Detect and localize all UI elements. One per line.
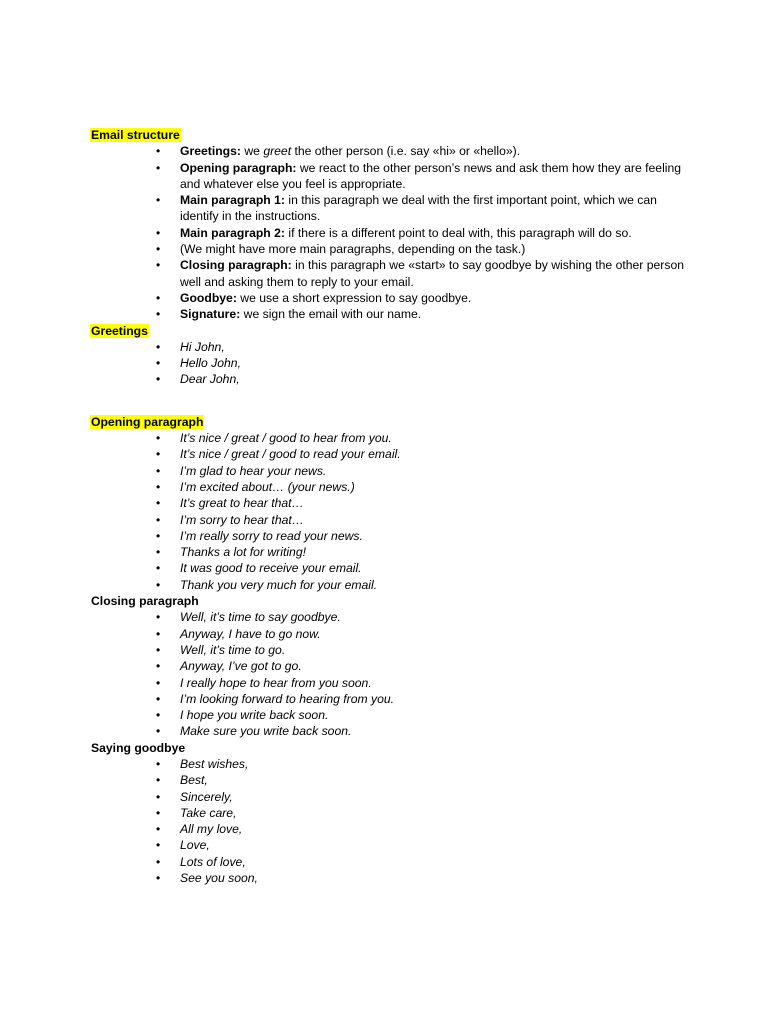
list-opening-paragraph xyxy=(90,430,690,593)
bullet-icon: • xyxy=(156,675,161,690)
list-item: • Anyway, I’ve got to go. xyxy=(156,659,302,674)
bullet-icon: • xyxy=(156,545,161,560)
list-item: • I’m excited about… (your news.) xyxy=(156,479,355,494)
list-item: • See you soon, xyxy=(156,871,258,886)
heading-closing-paragraph: Closing paragraph xyxy=(91,594,199,609)
bullet-icon: • xyxy=(156,659,161,674)
list-item: • Sincerely, xyxy=(156,789,233,804)
list-item: • Thank you very much for your email. xyxy=(156,577,378,592)
bullet-icon: • xyxy=(156,642,161,657)
list-item: • I’m glad to hear your news. xyxy=(156,463,327,478)
list-email-structure xyxy=(90,143,690,322)
bullet-icon: • xyxy=(156,691,161,706)
list-closing-paragraph xyxy=(90,609,690,739)
bullet-icon: • xyxy=(156,756,161,771)
list-item: • I’m sorry to hear that… xyxy=(156,512,304,527)
heading-saying-goodbye: Saying goodbye xyxy=(91,740,186,755)
bullet-icon: • xyxy=(156,708,161,723)
list-item: • Opening paragraph: we react to the other person’s news and ask them how they are feeling and whatever else you feel is appropriate. xyxy=(156,160,682,191)
bullet-icon: • xyxy=(156,372,161,387)
list-greetings xyxy=(90,339,690,388)
heading-greetings: Greetings xyxy=(91,323,148,338)
list-item: • It’s great to hear that… xyxy=(156,496,304,511)
list-item: • Well, it’s time to say goodbye. xyxy=(156,610,341,625)
bullet-icon: • xyxy=(156,307,161,322)
bullet-icon: • xyxy=(156,479,161,494)
list-item: • Best wishes, xyxy=(156,756,249,771)
bullet-icon: • xyxy=(156,242,161,257)
bullet-icon: • xyxy=(156,789,161,804)
heading-opening-paragraph: Opening paragraph xyxy=(91,414,204,429)
bullet-icon: • xyxy=(156,463,161,478)
list-item: • Dear John, xyxy=(156,372,240,387)
bullet-icon: • xyxy=(156,496,161,511)
bullet-icon: • xyxy=(156,854,161,869)
bullet-icon: • xyxy=(156,225,161,240)
bullet-icon: • xyxy=(156,724,161,739)
list-item: • Hello John, xyxy=(156,356,241,371)
bullet-icon: • xyxy=(156,356,161,371)
list-item: • All my love, xyxy=(156,822,243,837)
list-item: • Lots of love, xyxy=(156,854,246,869)
list-item: • Goodbye: we use a short expression to say goodbye. xyxy=(156,290,472,305)
paragraph-spacer xyxy=(90,388,690,414)
list-item: • Closing paragraph: in this paragraph we «start» to say goodbye by wishing the other person well and asking them to reply to your email. xyxy=(156,258,685,289)
bullet-icon: • xyxy=(156,822,161,837)
bullet-icon: • xyxy=(156,290,161,305)
document-page xyxy=(90,127,690,886)
list-item: • It’s nice / great / good to hear from you. xyxy=(156,431,392,446)
list-item: • I hope you write back soon. xyxy=(156,708,329,723)
bullet-icon: • xyxy=(156,339,161,354)
list-item: • It was good to receive your email. xyxy=(156,561,362,576)
heading-email-structure: Email structure xyxy=(91,128,180,142)
list-item: • Best, xyxy=(156,773,208,788)
bullet-icon: • xyxy=(156,193,161,208)
bullet-icon: • xyxy=(156,512,161,527)
bullet-icon: • xyxy=(156,773,161,788)
bullet-icon: • xyxy=(156,871,161,886)
list-item: • Greetings: we greet the other person (i.e. say «hi» or «hello»). xyxy=(156,144,521,159)
bullet-icon: • xyxy=(156,160,161,175)
list-item: • Make sure you write back soon. xyxy=(156,724,352,739)
bullet-icon: • xyxy=(156,258,161,273)
list-saying-goodbye xyxy=(90,756,690,886)
list-item: • Well, it’s time to go. xyxy=(156,642,286,657)
bullet-icon: • xyxy=(156,577,161,592)
bullet-icon: • xyxy=(156,144,161,159)
list-item: • It’s nice / great / good to read your email. xyxy=(156,447,401,462)
list-item: • Thanks a lot for writing! xyxy=(156,545,306,560)
bullet-icon: • xyxy=(156,626,161,641)
list-item: • I’m looking forward to hearing from you. xyxy=(156,691,395,706)
bullet-icon: • xyxy=(156,838,161,853)
list-item: • Anyway, I have to go now. xyxy=(156,626,321,641)
list-item: • I’m really sorry to read your news. xyxy=(156,528,363,543)
bullet-icon: • xyxy=(156,805,161,820)
bullet-icon: • xyxy=(156,447,161,462)
list-item: • Main paragraph 2: if there is a different point to deal with, this paragraph will do so. xyxy=(156,225,632,240)
list-item: • (We might have more main paragraphs, depending on the task.) xyxy=(156,242,526,257)
list-item: • I really hope to hear from you soon. xyxy=(156,675,372,690)
bullet-icon: • xyxy=(156,528,161,543)
list-item: • Take care, xyxy=(156,805,237,820)
list-item: • Hi John, xyxy=(156,339,225,354)
list-item: • Signature: we sign the email with our name. xyxy=(156,307,422,322)
list-item: • Love, xyxy=(156,838,210,853)
list-item: • Main paragraph 1: in this paragraph we deal with the first important point, which we can identify in the instructions. xyxy=(156,193,657,224)
bullet-icon: • xyxy=(156,610,161,625)
bullet-icon: • xyxy=(156,561,161,576)
bullet-icon: • xyxy=(156,431,161,446)
